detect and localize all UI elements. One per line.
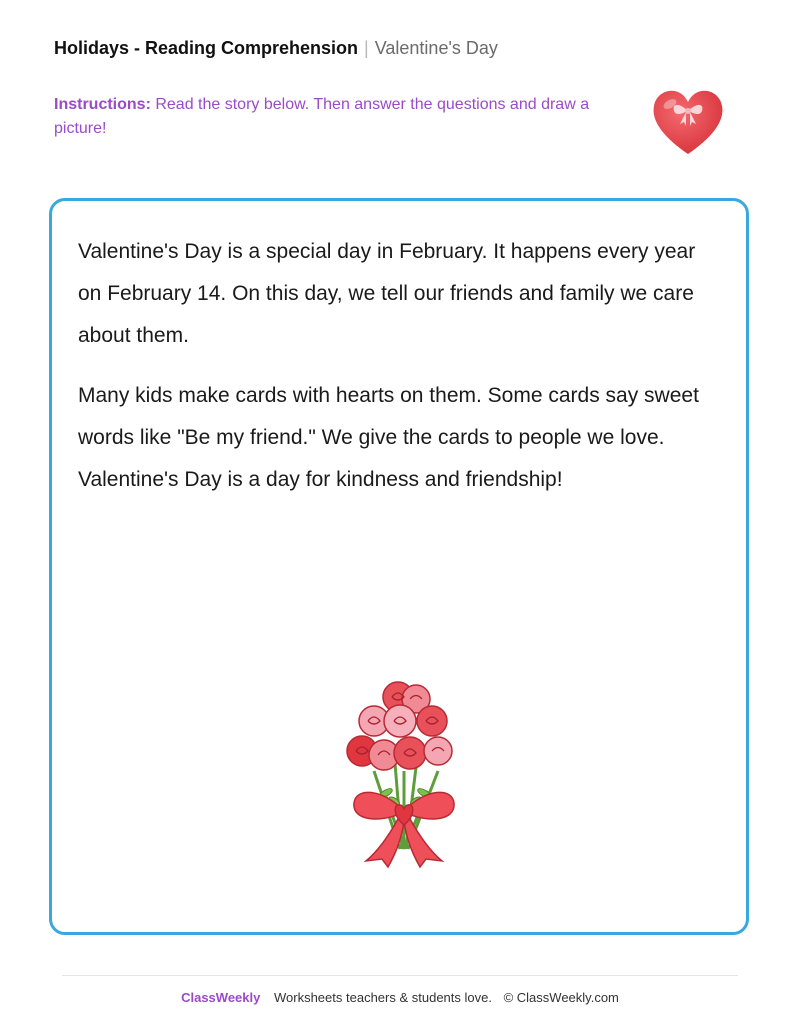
page-header (54, 38, 498, 59)
footer-brand: ClassWeekly (181, 990, 261, 1005)
story-card (49, 198, 749, 935)
page-footer (0, 990, 800, 1005)
instructions-text: Read the story below. Then answer the questions and draw a picture! (54, 96, 590, 137)
heart-with-bow-icon (626, 58, 750, 182)
footer-tagline: Worksheets teachers & students love. (273, 990, 492, 1005)
story-paragraph-2: Many kids make cards with hearts on them. Some cards say sweet words like "Be my friend." We give the cards to people we love. Valentine's Day is a day for kindness and friendship! (78, 384, 699, 491)
title-separator: | (364, 38, 369, 58)
instructions-label: Instructions: (54, 96, 151, 113)
footer-divider (62, 975, 738, 976)
story-paragraph-1: Valentine's Day is a special day in February. It happens every year on February 14. On this day, we tell our friends and family we care about them. (78, 240, 696, 347)
worksheet-title: Holidays - Reading Comprehension (54, 38, 359, 58)
rose-bouquet-icon (334, 681, 474, 881)
footer-copyright: © ClassWeekly.com (503, 990, 619, 1005)
story-text (78, 231, 708, 519)
worksheet-subtitle: Valentine's Day (374, 38, 498, 58)
instructions (54, 93, 604, 141)
